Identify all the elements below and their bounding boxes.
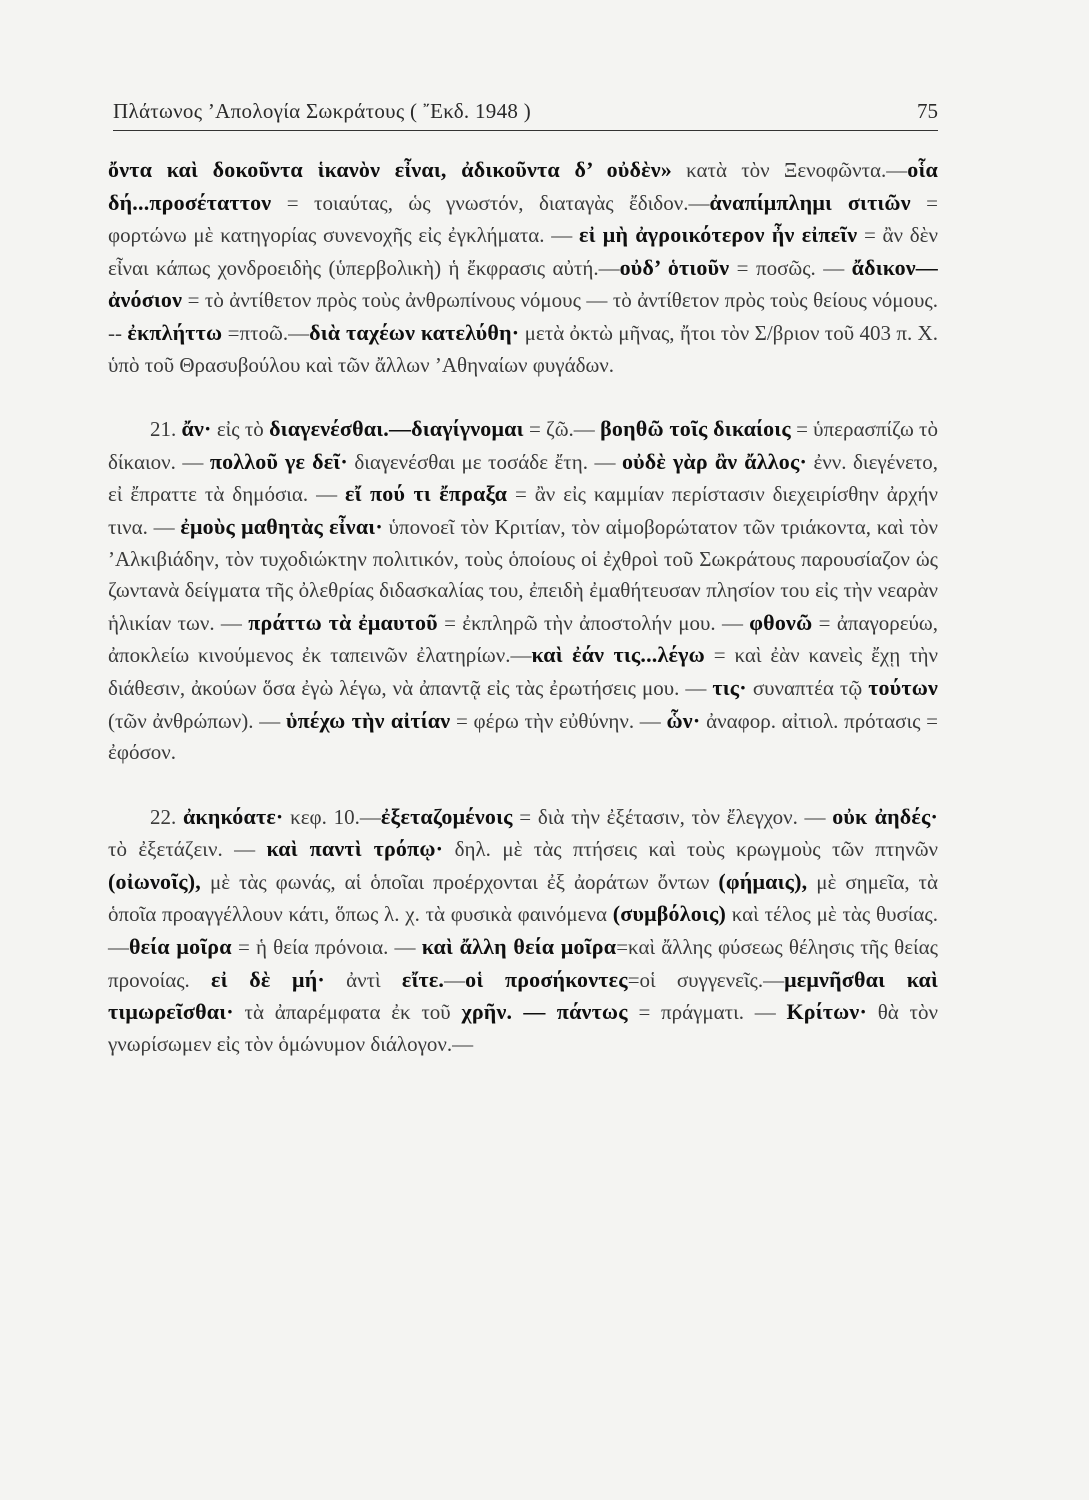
page-body: [108, 154, 938, 1060]
paragraph-section-22: 22. ἀκηκόατε· κεφ. 10.—ἐξεταζομένοις = διὰ τὴν ἐξέτασιν, τὸν ἔλεγχον. — οὐκ ἀηδές· τὸ ἐξετάζειν. — καὶ παντὶ τρόπῳ· δηλ. μὲ τὰς πτήσεις καὶ τοὺς κρωγμοὺς τῶν πτηνῶν (οἰωνοῖς), μὲ τὰς φωνάς, αἱ ὁποῖαι προέρχονται ἐξ ἀοράτων ὄντων (φήμαις), μὲ σημεῖα, τὰ ὁποῖα προαγγέλλουν κάτι, ὅπως λ. χ. τὰ φυσικὰ φαινόμενα (συμβόλοις) καὶ τέλος μὲ τὰς θυσίας.—θεία μοῖρα = ἡ θεία πρόνοια. — καὶ ἄλλη θεία μοῖρα=καὶ ἄλλης φύσεως θέλησις τῆς θείας προνοίας. εἰ δὲ μή· ἀντὶ εἴτε.—οἱ προσήκοντες=οἱ συγγενεῖς.—μεμνῆσθαι καὶ τιμωρεῖσθαι· τὰ ἀπαρέμφατα ἐκ τοῦ χρῆν. — πάντως = πράγματι. — Κρίτων· θὰ τὸν γνωρίσωμεν εἰς τὸν ὁμώνυμον διάλογον.—: [108, 803, 939, 1056]
page-header: [113, 93, 938, 129]
running-title: Πλάτωνος ’Απολογία Σωκράτους ( ῎Εκδ. 1948 ): [113, 99, 532, 123]
page-number: 75: [917, 99, 938, 123]
header-rule: [113, 130, 938, 131]
paragraph-section-21: 21. ἄν· εἰς τὸ διαγενέσθαι.—διαγίγνομαι = ζῶ.— βοηθῶ τοῖς δικαίοις = ὑπερασπίζω τὸ δίκαιον. — πολλοῦ γε δεῖ· διαγενέσθαι με τοσάδε ἔτη. — οὐδὲ γὰρ ἂν ἄλλος· ἐνν. διεγένετο, εἰ ἔπραττε τὰ δημόσια. — εἴ πού τι ἔπραξα = ἂν εἰς καμμίαν περίστασιν διεχειρίσθην ἀρχήν τινα. — ἐμοὺς μαθητὰς εἶναι· ὑπονοεῖ τὸν Κριτίαν, τὸν αἱμοβορώτατον τῶν τριάκοντα, καὶ τὸν ’Αλκιβιάδην, τὸν τυχοδιώκτην πολιτικόν, τοὺς ὁποίους οἱ ἐχθροὶ τοῦ Σωκράτους παρουσίαζον ὡς ζωντανὰ δείγματα τῆς ὀλεθρίας διδασκαλίας του, ἐπειδὴ ἐμαθήτευσαν πλησίον του εἰς τὴν νεαρὰν ἡλικίαν των. — πράττω τὰ ἐμαυτοῦ = ἐκπληρῶ τὴν ἀποστολήν μου. — φθονῶ = ἀπαγορεύω, ἀποκλείω κινούμενος ἐκ ταπεινῶν ἐλατηρίων.—καὶ ἐάν τις...λέγω = καὶ ἐὰν κανεὶς ἔχῃ τὴν διάθεσιν, ἀκούων ὅσα ἐγὼ λέγω, νὰ ἀπαντᾷ εἰς τὰς ἐρωτήσεις μου. — τις· συναπτέα τῷ τούτων (τῶν ἀνθρώπων). — ὑπέχω τὴν αἰτίαν = φέρω τὴν εὐθύνην. — ὧν· ἀναφορ. αἰτιολ. πρότασις = ἐφόσον.: [108, 416, 939, 765]
paragraph-continuation: ὄντα καὶ δοκοῦντα ἱκανὸν εἶναι, ἀδικοῦντα δ’ οὐδὲν» κατὰ τὸν Ξενοφῶντα.—οἷα δή...προσέταττον = τοιαύτας, ὡς γνωστόν, διαταγὰς ἔδιδον.—ἀναπίμπλημι σιτιῶν = φορτώνω μὲ κατηγορίας συνενοχῆς εἰς ἐγκλήματα. — εἰ μὴ ἀγροικότερον ἦν εἰπεῖν = ἂν δὲν εἶναι κάπως χονδροειδὴς (ὑπερβολικὴ) ἡ ἔκφρασις αὐτή.—οὐδ’ ὁτιοῦν = ποσῶς. — ἄδικον—ἀνόσιον = τὸ ἀντίθετον πρὸς τοὺς ἀνθρωπίνους νόμους — τὸ ἀντίθετον πρὸς τοὺς θείους νόμους. -- ἐκπλήττω =πτοῶ.—διὰ ταχέων κατελύθη· μετὰ ὀκτὼ μῆνας, ἤτοι τὸν Σ/βριον τοῦ 403 π. Χ. ὑπὸ τοῦ Θρασυβούλου καὶ τῶν ἄλλων ’Αθηναίων φυγάδων.: [108, 157, 938, 377]
